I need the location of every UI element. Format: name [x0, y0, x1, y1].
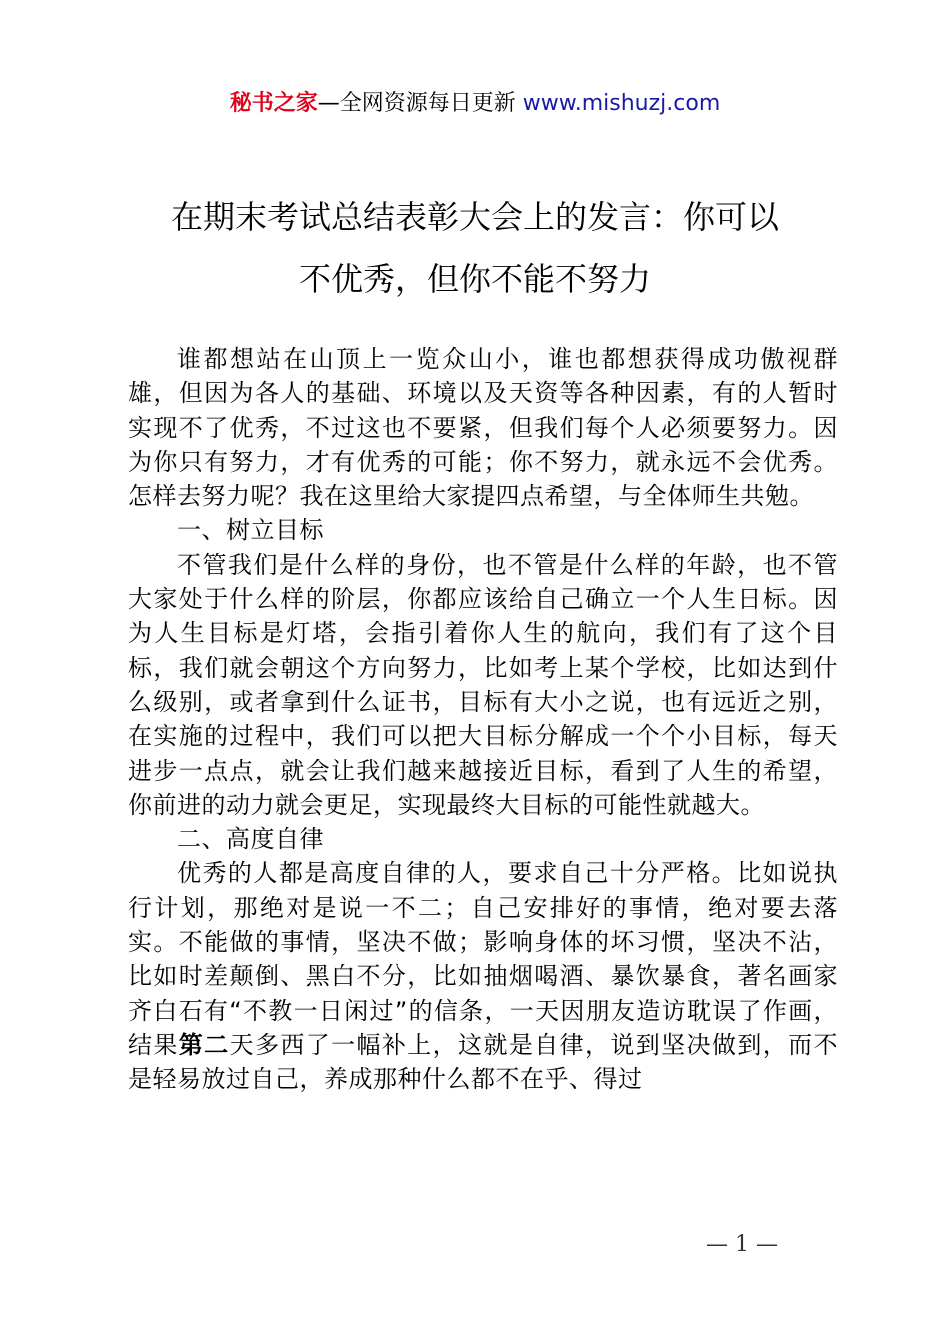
document-body [128, 342, 838, 1097]
page-number: — 1 — [706, 1232, 778, 1257]
paragraph-intro: 谁都想站在山顶上一览众山小，谁也都想获得成功傲视群雄，但因为各人的基础、环境以及天资等各种因素，有的人暂时实现不了优秀，不过这也不要紧，但我们每个人必须要努力。因为你只有努力，才有优秀的可能；你不努力，就永远不会优秀。怎样去努力呢？我在这里给大家提四点希望，与全体师生共勉。 [128, 345, 838, 511]
paragraph-section-2-part-a: 优秀的人都是高度自律的人，要求自己十分严格。比如说执行计划，那绝对是说一不二；自己安排好的事情，绝对要去落实。不能做的事情，坚决不做；影响身体的坏习惯，坚决不沾，比如时差颠倒、黑白不分，比如抽烟喝酒、暴饮暴食，著名画家齐白石有“不教一日闲过”的信条，一天因朋友造访耽误了作画，结果 [128, 859, 838, 1059]
paragraph-section-1: 不管我们是什么样的身份，也不管是什么样的年龄，也不管大家处于什么样的阶层，你都应该给自己确立一个人生日标。因为人生目标是灯塔，会指引着你人生的航向，我们有了这个目标，我们就会朝这个方向努力，比如考上某个学校，比如达到什么级别，或者拿到什么证书，目标有大小之说，也有远近之别，在实施的过程中，我们可以把大目标分解成一个个小目标，每天进步一点点，就会让我们越来越接近目标，看到了人生的希望，你前进的动力就会更足，实现最终大目标的可能性就越大。 [128, 550, 838, 819]
paragraph-section-2-part-b: 天多西了一幅补上，这就是自律，说到坚决做到，而不是轻易放过自己，养成那种什么都不在乎、得过 [128, 1030, 839, 1094]
section-heading-1: 一、树立目标 [177, 516, 324, 545]
title-line-2: 不优秀，但你不能不努力 [298, 260, 651, 298]
header-url[interactable]: www.mishuzj.com [522, 91, 721, 116]
section-heading-2: 二、高度自律 [177, 825, 324, 854]
site-header [0, 88, 950, 120]
brand-name: 秘书之家 [229, 91, 318, 116]
paragraph-section-2 [128, 856, 838, 1096]
bold-text: 第二 [178, 1030, 230, 1059]
header-tagline: —全网资源每日更新 [317, 91, 523, 116]
title-line-1: 在期末考试总结表彰大会上的发言：你可以 [170, 198, 779, 236]
document-title [120, 186, 830, 310]
